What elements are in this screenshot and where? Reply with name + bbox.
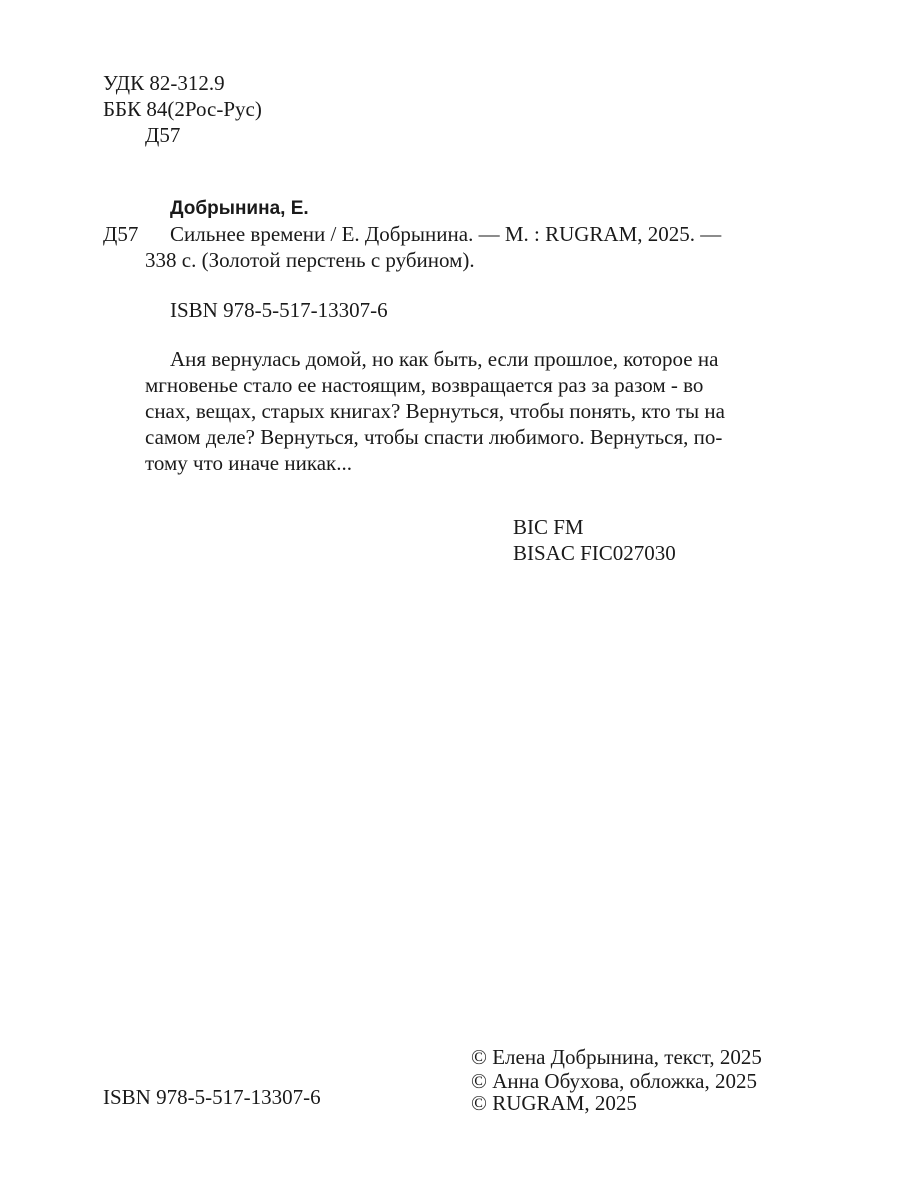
bic-code: BIC FM [513, 515, 584, 539]
annotation-paragraph [145, 346, 757, 476]
copyright-cover: © Анна Обухова, обложка, 2025 [471, 1069, 757, 1093]
author-mark-top: Д57 [145, 123, 181, 147]
annotation-line: снах, вещах, старых книгах? Вернуться, чтобы понять, кто ты на [145, 399, 725, 423]
pages-series-line: 338 с. (Золотой перстень с рубином). [145, 248, 475, 272]
bbk-code: ББК 84(2Рос-Рус) [103, 97, 262, 121]
annotation-line: самом деле? Вернуться, чтобы спасти любимого. Вернуться, по- [145, 425, 723, 449]
annotation-line: тому что иначе никак... [145, 451, 352, 475]
copyright-publisher: © RUGRAM, 2025 [471, 1091, 637, 1115]
udk-code: УДК 82-312.9 [103, 71, 225, 95]
isbn-footer: ISBN 978-5-517-13307-6 [103, 1085, 321, 1109]
isbn-entry: ISBN 978-5-517-13307-6 [170, 298, 388, 322]
title-line: Сильнее времени / Е. Добрынина. — М. : RUGRAM, 2025. — [170, 222, 722, 246]
author-name: Добрынина, Е. [170, 198, 309, 219]
annotation-line: Аня вернулась домой, но как быть, если прошлое, которое на [170, 347, 719, 371]
author-mark-entry: Д57 [103, 222, 139, 246]
annotation-line: мгновенье стало ее настоящим, возвращается раз за разом - во [145, 373, 704, 397]
bisac-code: BISAC FIC027030 [513, 541, 676, 565]
copyright-author: © Елена Добрынина, текст, 2025 [471, 1045, 762, 1069]
